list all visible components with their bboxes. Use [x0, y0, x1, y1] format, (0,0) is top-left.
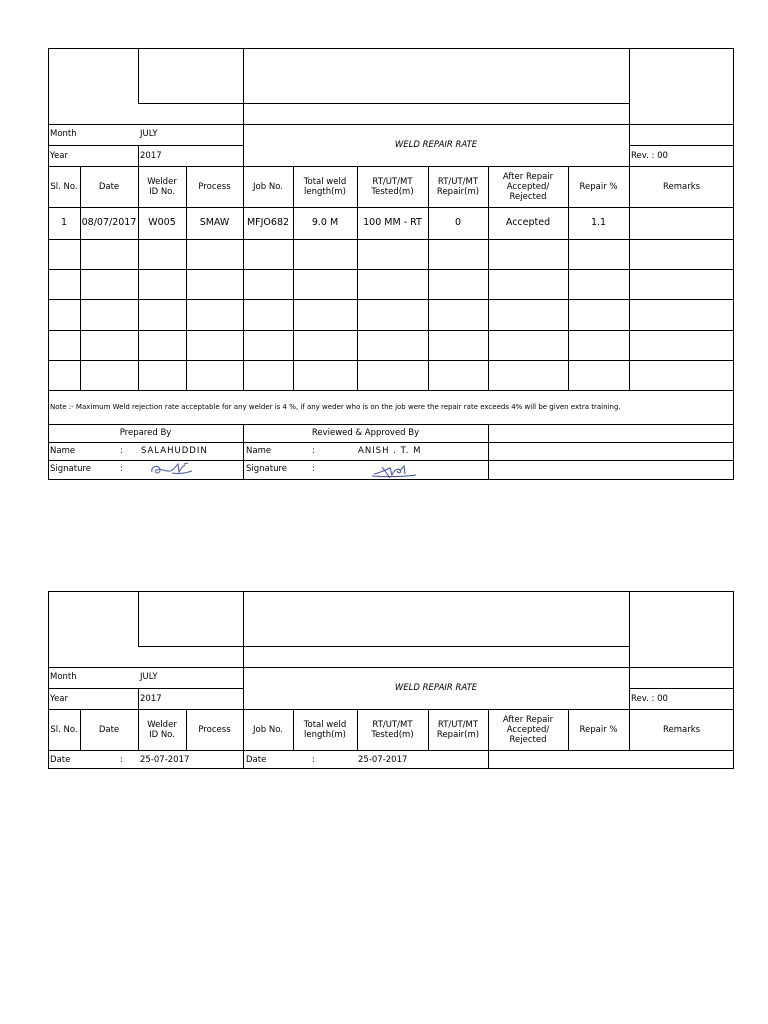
year-value: 2017 — [140, 694, 162, 704]
col-header-repair: RT/UT/MT Repair(m) — [436, 720, 480, 740]
cell-tested: 100 MM - RT — [363, 217, 422, 228]
prepared-name-label: Name — [50, 446, 76, 456]
sheet-frame — [48, 48, 734, 480]
col-header-process: Process — [198, 725, 231, 735]
report-title: WELD REPAIR RATE — [394, 683, 478, 693]
cell-total-weld-length: 9.0 M — [311, 217, 339, 228]
prepared-name-value: SALAHUDDIN — [141, 446, 208, 456]
col-header-repair-percent: Repair % — [579, 725, 618, 735]
col-header-date: Date — [98, 725, 120, 735]
col-header-job-no: Job No. — [253, 725, 283, 735]
col-header-sl-no: Sl. No. — [50, 725, 78, 735]
prepared-by-heading: Prepared By — [119, 428, 172, 438]
cell-repair-percent: 1.1 — [590, 217, 607, 228]
cell-repair: 0 — [454, 217, 462, 228]
note-text: Note :- Maximum Weld rejection rate acceptable for any welder is 4 %, if any weder who is on the job were the repair rate exceeds 4% will be given extra training. — [50, 403, 621, 411]
reviewed-name-value: ANISH . T. M — [358, 446, 422, 456]
colon: : — [120, 464, 123, 474]
year-value: 2017 — [140, 151, 162, 161]
col-header-total-weld-length: Total weld length(m) — [303, 720, 347, 740]
cell-welder-id: W005 — [148, 217, 176, 228]
prepared-signature-label: Signature — [50, 464, 92, 474]
report-title: WELD REPAIR RATE — [394, 140, 478, 150]
month-value: JULY — [140, 672, 158, 682]
cell-job-no: MFJO682 — [246, 217, 290, 228]
weld-repair-rate-sheet-2 — [48, 591, 733, 769]
month-label: Month — [50, 129, 77, 139]
prepared-signature-image — [148, 460, 194, 478]
colon: : — [312, 464, 315, 474]
col-header-job-no: Job No. — [253, 182, 283, 192]
colon: : — [312, 446, 315, 456]
reviewed-date-value: 25-07-2017 — [358, 755, 408, 765]
cell-after-repair: Accepted — [505, 217, 551, 228]
revision-label: Rev. : 00 — [631, 694, 668, 704]
col-header-sl-no: Sl. No. — [50, 182, 78, 192]
month-value: JULY — [140, 129, 158, 139]
col-header-repair-percent: Repair % — [579, 182, 618, 192]
reviewed-signature-label: Signature — [246, 464, 288, 474]
colon: : — [120, 755, 123, 765]
revision-label: Rev. : 00 — [631, 151, 668, 161]
colon: : — [312, 755, 315, 765]
reviewed-date-label: Date — [246, 755, 267, 765]
col-header-tested: RT/UT/MT Tested(m) — [371, 720, 414, 740]
col-header-process: Process — [198, 182, 231, 192]
weld-repair-rate-sheet-1 — [48, 48, 733, 480]
reviewed-signature-image — [370, 462, 418, 480]
prepared-date-label: Date — [50, 755, 71, 765]
col-header-welder-id: Welder ID No. — [147, 177, 177, 197]
cell-date: 08/07/2017 — [81, 217, 137, 228]
cell-sl-no: 1 — [60, 217, 68, 228]
col-header-after-repair: After Repair Accepted/ Rejected — [502, 715, 554, 745]
colon: : — [120, 446, 123, 456]
col-header-total-weld-length: Total weld length(m) — [303, 177, 347, 197]
reviewed-name-label: Name — [246, 446, 272, 456]
year-label: Year — [50, 694, 68, 704]
prepared-date-value: 25-07-2017 — [140, 755, 190, 765]
col-header-repair: RT/UT/MT Repair(m) — [436, 177, 480, 197]
col-header-remarks: Remarks — [662, 182, 701, 192]
col-header-welder-id: Welder ID No. — [147, 720, 177, 740]
year-label: Year — [50, 151, 68, 161]
table-row — [48, 207, 734, 239]
reviewed-approved-heading: Reviewed & Approved By — [311, 428, 420, 438]
col-header-remarks: Remarks — [662, 725, 701, 735]
col-header-after-repair: After Repair Accepted/ Rejected — [502, 172, 554, 202]
col-header-date: Date — [98, 182, 120, 192]
col-header-tested: RT/UT/MT Tested(m) — [371, 177, 414, 197]
cell-process: SMAW — [199, 217, 230, 228]
month-label: Month — [50, 672, 77, 682]
